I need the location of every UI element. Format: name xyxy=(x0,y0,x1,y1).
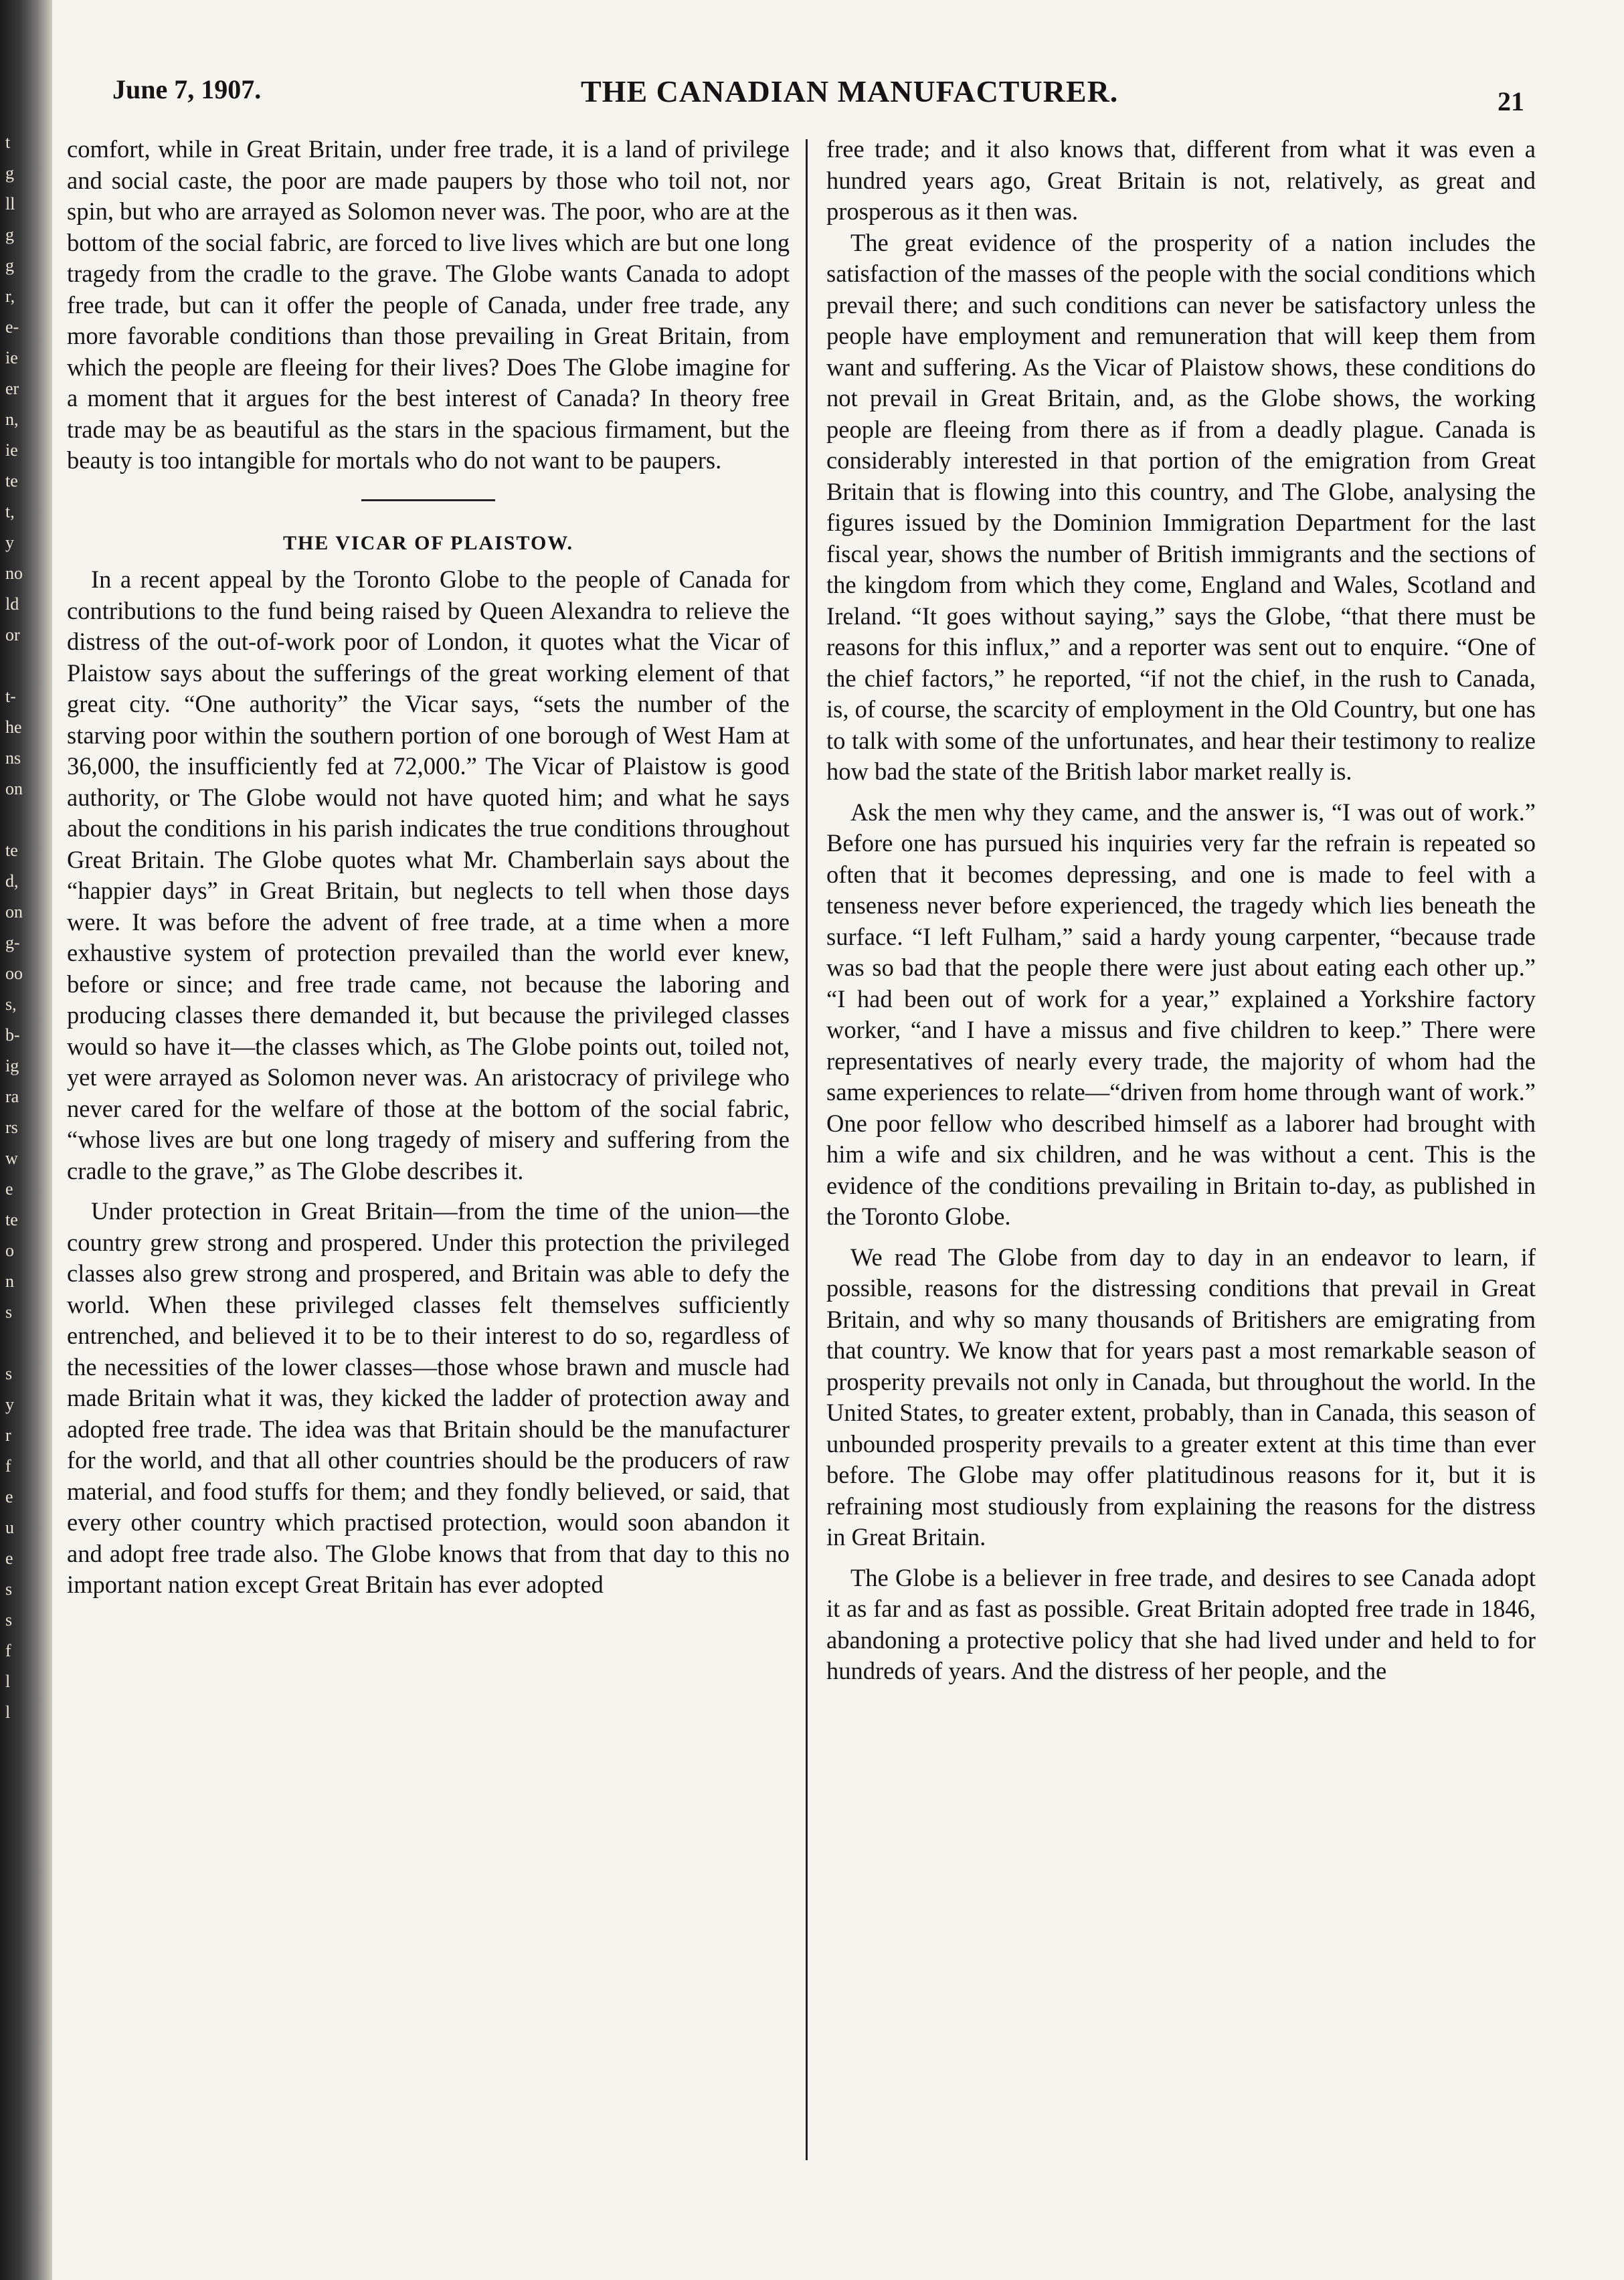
page-number: 21 xyxy=(1498,86,1524,116)
margin-fragment: d, xyxy=(5,871,19,891)
column-rule xyxy=(806,139,808,2160)
margin-fragment: s xyxy=(5,1302,13,1322)
margin-fragment: g- xyxy=(5,933,20,952)
margin-fragment: on xyxy=(5,902,23,922)
margin-fragment: on xyxy=(5,779,23,798)
margin-fragment: s, xyxy=(5,994,17,1014)
margin-fragment: ld xyxy=(5,594,19,614)
right-paragraph-2: The great evidence of the prosperity of a nation includes the satisfaction of the masses of the people with the social conditions which prevail there; and such conditions can never be satisfactory unless the people have employment and remuneration that will keep them from want and suffering. As the Vicar of Plaistow shows, these conditions do not prevail in Great Britain, and, as the Globe shows, the working people are fleeing from there as if from a deadly plague. Canada is considerably interested in that portion of the emigration from Great Britain that is flowing into this country, and The Globe, analysing the figures issued by the Dominion Immigration Department for the last fiscal year, shows the number of British immigrants and the sections of the kingdom from which they come, England and Wales, Scotland and Ireland. “It goes without saying,” says the Globe, “that there must be reasons for this influx,” and a reporter was sent out to enquire. “One of the chief factors,” he reported, “if not the chief, in the rush to Canada, is, of course, the scarcity of employment in the Old Country, but one has to talk with some of the unfortunates, and hear their testimony to realize how bad the state of the British labor market really is. xyxy=(826,228,1536,785)
margin-fragment: t, xyxy=(5,502,15,521)
margin-fragment: s xyxy=(5,1579,13,1599)
margin-fragment xyxy=(5,650,32,681)
previous-page-margin-fragments xyxy=(5,127,32,1728)
right-paragraph-1: free trade; and it also knows that, different from what it was even a hundred years ago, Great Britain is not, relatively, as great and prosperous as it then was. xyxy=(826,135,1536,225)
margin-fragment: w xyxy=(5,1148,18,1168)
margin-fragment: y xyxy=(5,1395,14,1414)
margin-fragment: y xyxy=(5,533,14,552)
margin-fragment: r, xyxy=(5,286,15,306)
left-column xyxy=(67,134,790,2168)
section-divider xyxy=(361,499,495,501)
right-paragraph-5: The Globe is a believer in free trade, and desires to see Canada adopt it as far and as fast as possible. Great Britain adopted free trade in 1846, abandoning a protective policy that she had lived under and held to for hundreds of years. And the distress of her people, and the xyxy=(826,1563,1536,1684)
margin-fragment: l xyxy=(5,1672,11,1691)
right-paragraph-3: Ask the men why they came, and the answer is, “I was out of work.” Before one has pursued his inquiries very far the refrain is repeated so often that it becomes depressing, and one is made to feel with a tenseness never before experienced, the tragedy which lies beneath the surface. “I left Fulham,” said a hardy young carpenter, “because trade was so bad that the people there were just about eating each other up.” “I had been out of work for a year,” explained a Yorkshire factory worker, “and I have a missus and five children to keep.” There were representatives of nearly every trade, the majority of whom had the same experiences to relate—“driven from home through want of work.” One poor fellow who described himself as a laborer had brought with him a wife and six children, and he was without a cent. This is the evidence of the conditions prevailing in Britain to-day, as published in the Toronto Globe. xyxy=(826,798,1536,1230)
left-paragraph-3: Under protection in Great Britain—from the time of the union—the country grew strong and prospered. Under this protection the privileged classes also grew strong and prospered, and Britain was able to defy the world. When these privileged classes felt themselves sufficiently entrenched, and believed it to be to their interest to do so, regardless of the necessities of the lower classes—those whose brawn and muscle had made Britain what it was, they kicked the ladder of protection away and adopted free trade. The idea was that Britain should be the manufacturer for the world, and that all other countries should be the producers of raw material, and food stuffs for them; and they fondly believed, or said, that every other country which practised protection, would soon abandon it and adopt free trade also. The Globe knows that from that day to this no important nation except Great Britain has ever adopted xyxy=(67,1197,790,1598)
margin-fragment: t- xyxy=(5,687,16,706)
margin-fragment: he xyxy=(5,717,22,737)
left-paragraph-2: In a recent appeal by the Toronto Globe to the people of Canada for contributions to the fund being raised by Queen Alexandra to relieve the distress of the out-of-work poor of London, it quotes what the Vicar of Plaistow says about the sufferings of the great working element of that great city. “One authority” the Vicar says, “sets the number of the starving poor within the southern portion of one borough of West Ham at 36,000, the insufficiently fed at 72,000.” The Vicar of Plaistow is good authority, or The Globe would not have quoted him; and what he says about the conditions in his parish indicates the true conditions throughout Great Britain. The Globe quotes what Mr. Chamberlain says about the “happier days” in Great Britain, but neglects to tell when those days were. It was before the advent of free trade, at a time when a more exhaustive system of protection prevailed than the world ever knew, before or since; and free trade came, not because the laboring and producing classes there demanded it, but because the privileged classes would so have it—the classes which, as The Globe points out, toiled not, yet were arrayed as Solomon never was. An aristocracy of privilege who never cared for the welfare of those at the bottom of the social fabric, “whose lives are but one long tragedy of misery and suffering from the cradle to the grave,” as The Globe describes it. xyxy=(67,565,790,1185)
margin-fragment: ig xyxy=(5,1056,19,1075)
page-header xyxy=(112,74,1524,120)
right-paragraph-4: We read The Globe from day to day in an endeavor to learn, if possible, reasons for the distressing conditions that prevail in Great Britain, and why so many thousands of Britishers are emigrating from that country. We know that for years past a most remarkable season of prosperity prevails not only in Canada, but throughout the world. In the United States, to greater extent, probably, than in Canada, this season of unbounded prosperity prevails to a greater extent at this time than ever before. The Globe may offer platitudinous reasons for it, but it is refraining most studiously from explaining the reasons for the distress in Great Britain. xyxy=(826,1243,1536,1551)
margin-fragment: s xyxy=(5,1364,13,1383)
margin-fragment: ie xyxy=(5,348,18,367)
margin-fragment: l xyxy=(5,1702,11,1722)
header-date: June 7, 1907. xyxy=(112,74,262,104)
margin-fragment: er xyxy=(5,379,19,398)
margin-fragment: oo xyxy=(5,964,23,983)
margin-fragment: rs xyxy=(5,1118,18,1137)
margin-fragment: te xyxy=(5,841,18,860)
margin-fragment: e xyxy=(5,1549,13,1568)
margin-fragment: te xyxy=(5,471,18,491)
margin-fragment: e xyxy=(5,1179,13,1199)
margin-fragment: e xyxy=(5,1487,13,1506)
margin-fragment: ns xyxy=(5,748,21,768)
margin-fragment: n xyxy=(5,1271,14,1291)
margin-fragment: no xyxy=(5,563,23,583)
margin-fragment: r xyxy=(5,1425,11,1445)
margin-fragment: t xyxy=(5,133,11,152)
margin-fragment: or xyxy=(5,625,20,644)
margin-fragment: u xyxy=(5,1518,14,1537)
margin-fragment: b- xyxy=(5,1025,20,1045)
margin-fragment xyxy=(5,1328,32,1358)
margin-fragment: ra xyxy=(5,1087,19,1106)
margin-fragment: e- xyxy=(5,317,19,337)
left-paragraph-1: comfort, while in Great Britain, under free trade, it is a land of privilege and social caste, the poor are made paupers by those who toil not, nor spin, but who are arrayed as Solomon never was. The poor, who are at the bottom of the social fabric, are forced to live lives which are but one long tragedy from the cradle to the grave. The Globe wants Canada to adopt free trade, but can it offer the people of Canada, under free trade, any more favorable conditions than those prevailing in Great Britain, from which the people are fleeing for their lives? Does The Globe imagine for a moment that it argues for the best interest of Canada? In theory free trade may be as beautiful as the stars in the spacious firmament, but the beauty is too intangible for mortals who do not want to be paupers. xyxy=(67,135,790,474)
margin-fragment: ie xyxy=(5,440,18,460)
margin-fragment: s xyxy=(5,1610,13,1630)
margin-fragment: o xyxy=(5,1241,14,1260)
margin-fragment: g xyxy=(5,163,14,183)
margin-fragment: g xyxy=(5,256,14,275)
margin-fragment: g xyxy=(5,225,14,244)
margin-fragment: ll xyxy=(5,194,15,213)
margin-fragment: f xyxy=(5,1641,11,1660)
right-column xyxy=(826,134,1536,2168)
margin-fragment: f xyxy=(5,1456,11,1476)
margin-fragment: te xyxy=(5,1210,18,1229)
margin-fragment xyxy=(5,804,32,835)
publication-title: THE CANADIAN MANUFACTURER. xyxy=(581,74,1119,108)
margin-fragment: n, xyxy=(5,410,19,429)
article-heading: THE VICAR OF PLAISTOW. xyxy=(282,531,574,554)
